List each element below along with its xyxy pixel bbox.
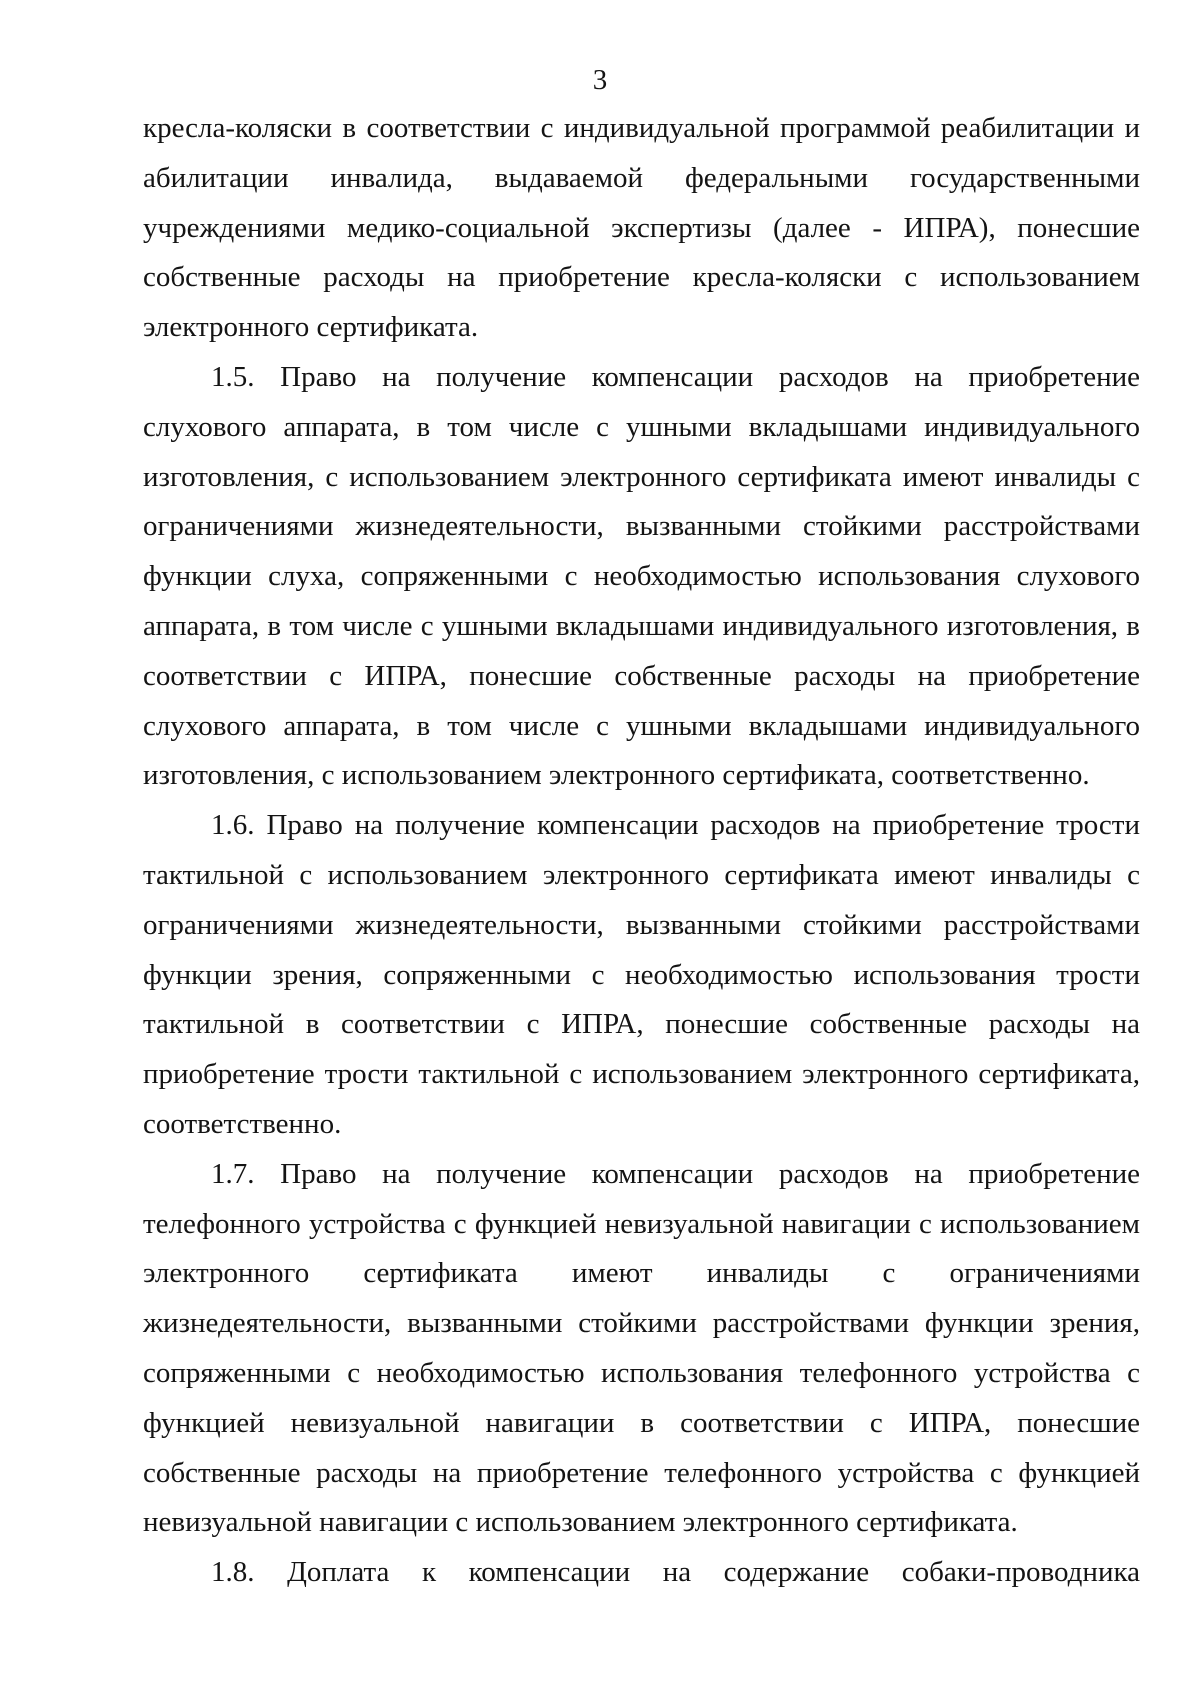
paragraph-1-6: 1.6. Право на получение компенсации расходов на приобретение трости тактильной с использованием электронного сертификата имеют инвалиды с ограничениями жизнедеятельности, вызванными стойкими расстройствами функции зрения, сопряженными с необходимостью использования трости тактильной в соответствии с ИПРА, понесшие собственные расходы на приобретение трости тактильной с использованием электронного сертификата, соответственно. — [143, 809, 1140, 1140]
paragraph-1-5: 1.5. Право на получение компенсации расходов на приобретение слухового аппарата, в том числе с ушными вкладышами индивидуального изготовления, с использованием электронного сертификата имеют инвалиды с ограничениями жизнедеятельности, вызванными стойкими расстройствами функции слуха, сопряженными с необходимостью использования слухового аппарата, в том числе с ушными вкладышами индивидуального изготовления, в соответствии с ИПРА, понесшие собственные расходы на приобретение слухового аппарата, в том числе с ушными вкладышами индивидуального изготовления, с использованием электронного сертификата, соответственно. — [143, 360, 1140, 792]
paragraph-1-7: 1.7. Право на получение компенсации расходов на приобретение телефонного устройства с функцией невизуальной навигации с использованием электронного сертификата имеют инвалиды с ограничениями жизнедеятельности, вызванными стойкими расстройствами функции зрения, сопряженными с необходимостью использования телефонного устройства с функцией невизуальной навигации в соответствии с ИПРА, понесшие собственные расходы на приобретение телефонного устройства с функцией невизуальной навигации с использованием электронного сертификата. — [143, 1157, 1140, 1539]
document-body — [143, 104, 1140, 1598]
paragraph-1-8: 1.8. Доплата к компенсации на содержание собаки-проводника — [211, 1556, 1140, 1589]
paragraph-continuation: кресла-коляски в соответствии с индивидуальной программой реабилитации и абилитации инвалида, выдаваемой федеральными государственными учреждениями медико-социальной экспертизы (далее - ИПРА), понесшие собственные расходы на приобретение кресла-коляски с использованием электронного сертификата. — [143, 112, 1140, 344]
page-number: 3 — [592, 64, 608, 96]
